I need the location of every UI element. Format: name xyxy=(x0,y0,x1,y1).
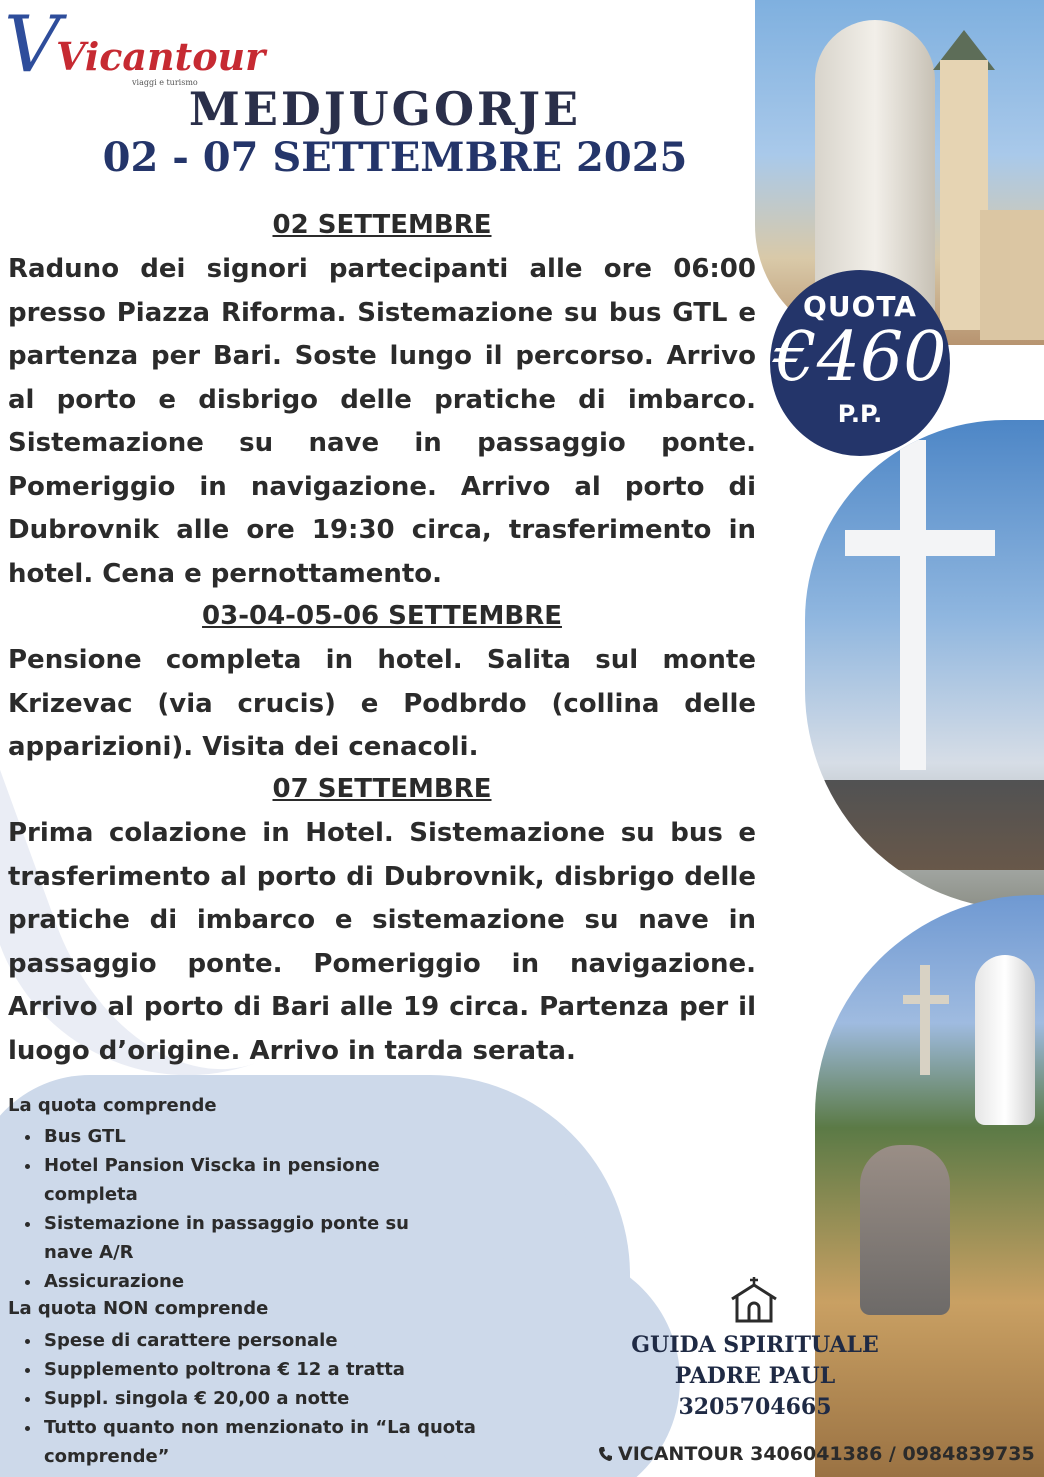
cross-vertical xyxy=(900,440,926,770)
logo-tagline: viaggi e turismo xyxy=(132,78,198,87)
list-item: • Bus GTL xyxy=(42,1122,432,1151)
day-text-3: Prima colazione in Hotel. Sistemazione su bus e trasferimento al porto di Dubrovnik, disbrigo delle pratiche di imbarco e sistemazione su nave in passaggio ponte. Pomeriggio in navigazione. Arrivo al porto di Bari alle 19 circa. Partenza per il luogo d’origine. Arrivo in tarda serata. xyxy=(8,818,756,1066)
guide-phone: 3205704665 xyxy=(678,1394,832,1420)
vicantour-logo xyxy=(4,0,266,90)
excludes-title: La quota NON comprende xyxy=(8,1298,269,1319)
includes-title: La quota comprende xyxy=(8,1095,217,1116)
trip-dates: 02 - 07 SETTEMBRE 2025 xyxy=(102,134,688,181)
price-per-person: P.P. xyxy=(837,400,883,428)
contact-line xyxy=(598,1443,1035,1465)
list-item: • Assicurazione xyxy=(42,1267,432,1296)
photo-podbrdo-statue xyxy=(815,895,1044,1477)
day-heading-3: 07 SETTEMBRE xyxy=(272,774,492,804)
kneeling-pilgrim xyxy=(860,1145,950,1315)
pilgrims-crowd xyxy=(805,780,1044,870)
price-badge xyxy=(770,270,950,456)
list-item: • Spese di carattere personale xyxy=(42,1326,482,1355)
list-item: • Suppl. singola € 20,00 a notte xyxy=(42,1384,482,1413)
list-item: • Tutto quanto non menzionato in “La quota comprende” xyxy=(42,1413,482,1471)
list-item: • Hotel Pansion Viscka in pensione completa xyxy=(42,1151,432,1209)
excludes-list xyxy=(22,1326,482,1471)
wooden-cross-vertical xyxy=(920,965,930,1075)
guide-name: PADRE PAUL xyxy=(674,1363,836,1389)
list-item: • Sistemazione in passaggio ponte su nave A/R xyxy=(42,1209,432,1267)
price-label: QUOTA xyxy=(803,290,917,323)
guide-title: GUIDA SPIRITUALE xyxy=(631,1332,879,1358)
church-facade xyxy=(980,210,1044,340)
church-icon xyxy=(728,1275,780,1323)
wooden-cross-horizontal xyxy=(903,995,949,1004)
includes-list xyxy=(22,1122,432,1296)
day-text-1: Raduno dei signori partecipanti alle ore 06:00 presso Piazza Riforma. Sistemazione su bus GTL e partenza per Bari. Soste lungo il percorso. Arrivo al porto e disbrigo delle pratiche di imbarco. Sistemazione su nave in passaggio ponte. Pomeriggio in navigazione. Arrivo al porto di Dubrovnik alle ore 19:30 circa, trasferimento in hotel. Cena e pernottamento. xyxy=(8,254,756,589)
page-title: MEDJUGORJE xyxy=(188,82,582,136)
photo-krizevac-cross xyxy=(805,420,1044,910)
cross-horizontal xyxy=(845,530,995,556)
white-madonna-statue xyxy=(975,955,1035,1125)
logo-v-mark: V xyxy=(4,0,61,90)
price-value: €460 xyxy=(773,318,947,397)
list-item: • Supplemento poltrona € 12 a tratta xyxy=(42,1355,482,1384)
logo-brand: Vicantour xyxy=(56,34,266,79)
phone-icon xyxy=(598,1446,614,1462)
contact-text: VICANTOUR 3406041386 / 0984839735 xyxy=(618,1443,1035,1465)
day-heading-2: 03-04-05-06 SETTEMBRE xyxy=(202,601,562,631)
day-heading-1: 02 SETTEMBRE xyxy=(272,210,492,240)
day-text-2: Pensione completa in hotel. Salita sul monte Krizevac (via crucis) e Podbrdo (collina delle apparizioni). Visita dei cenacoli. xyxy=(8,645,756,762)
